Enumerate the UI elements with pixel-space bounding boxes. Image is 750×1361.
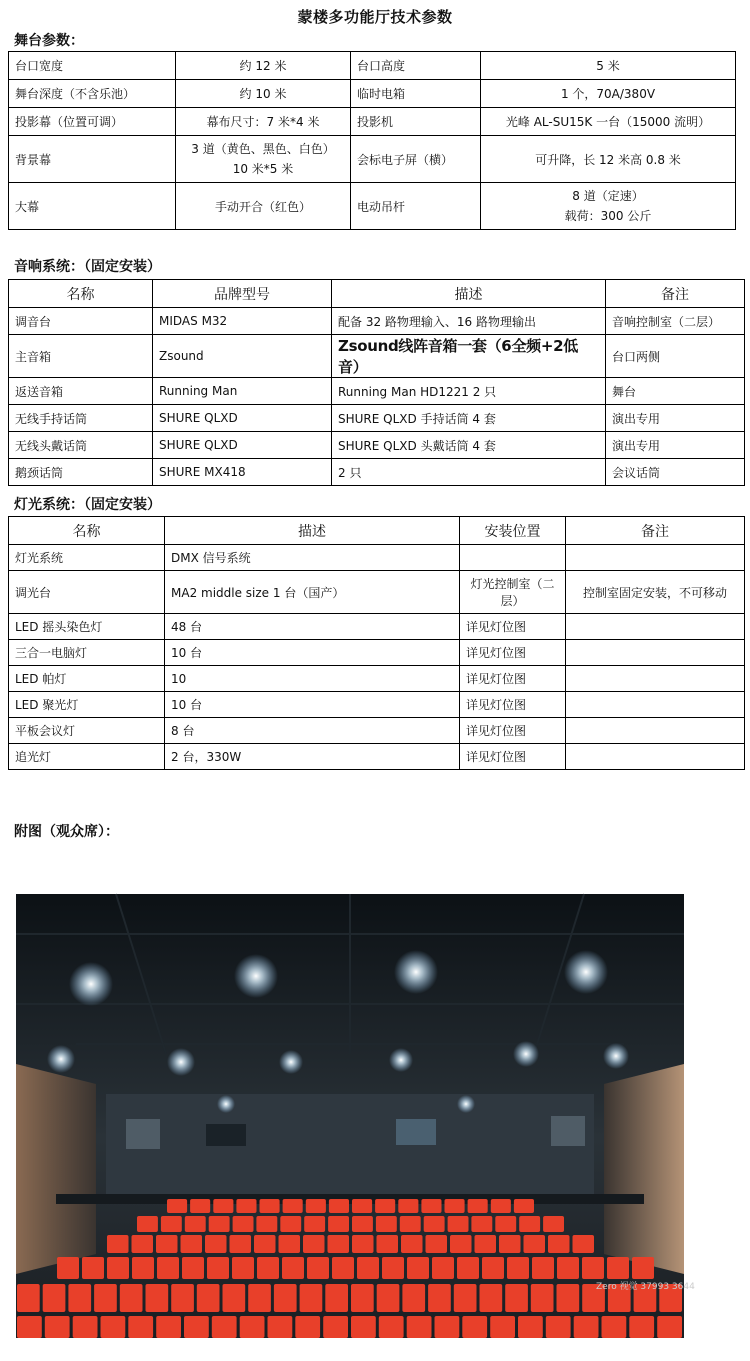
seat: [445, 1199, 465, 1213]
seat: [507, 1257, 529, 1279]
table-row: [9, 432, 745, 459]
seat: [328, 1216, 349, 1232]
seat: [401, 1235, 423, 1253]
seat: [468, 1199, 488, 1213]
table-cell: 配备 32 路物理输入、16 路物理输出: [332, 308, 606, 335]
seat: [379, 1316, 404, 1338]
column-header: 描述: [165, 517, 460, 545]
stage-cell: 约 12 米: [176, 52, 351, 80]
table-row: [9, 545, 745, 571]
table-row: [9, 378, 745, 405]
table-row: [9, 136, 736, 183]
table-cell: 详见灯位图: [460, 744, 566, 770]
table-cell: SHURE QLXD 手持话筒 4 套: [332, 405, 606, 432]
seat: [282, 1257, 304, 1279]
table-header-row: [9, 280, 745, 308]
table-cell: Zsound: [153, 335, 332, 378]
table-cell: 详见灯位图: [460, 692, 566, 718]
lighting-table: [8, 516, 745, 770]
stage-cell: 台口宽度: [9, 52, 176, 80]
seat: [398, 1199, 418, 1213]
seat: [303, 1235, 325, 1253]
vent: [551, 1116, 585, 1146]
seat: [518, 1316, 543, 1338]
column-header: 名称: [9, 280, 153, 308]
table-cell: 48 台: [165, 614, 460, 640]
seat: [209, 1216, 230, 1232]
seat: [462, 1316, 487, 1338]
seat: [505, 1284, 528, 1312]
table-cell: 详见灯位图: [460, 666, 566, 692]
seat: [557, 1284, 580, 1312]
table-cell: 会议话筒: [606, 459, 745, 486]
seat: [400, 1216, 421, 1232]
table-cell: 台口两侧: [606, 335, 745, 378]
table-cell: 详见灯位图: [460, 640, 566, 666]
seat: [632, 1257, 654, 1279]
table-cell: 主音箱: [9, 335, 153, 378]
seat: [377, 1235, 399, 1253]
seat: [574, 1316, 599, 1338]
seat: [352, 1216, 373, 1232]
seat: [156, 1316, 181, 1338]
seat: [421, 1199, 441, 1213]
seat: [582, 1257, 604, 1279]
seat: [548, 1235, 570, 1253]
table-cell: SHURE QLXD: [153, 405, 332, 432]
seat: [161, 1216, 182, 1232]
stage-cell-line: 载荷：300 公斤: [564, 209, 652, 223]
table-cell: 灯光控制室（二层）: [460, 571, 566, 614]
seat: [17, 1316, 42, 1338]
seat: [475, 1235, 497, 1253]
table-cell: LED 聚光灯: [9, 692, 165, 718]
seat: [382, 1257, 404, 1279]
seat: [323, 1316, 348, 1338]
seat: [283, 1199, 303, 1213]
stage-cell: 台口高度: [351, 52, 481, 80]
column-header: 安装位置: [460, 517, 566, 545]
table-cell: 三合一电脑灯: [9, 640, 165, 666]
table-cell: Running Man: [153, 378, 332, 405]
table-cell: 返送音箱: [9, 378, 153, 405]
seat: [307, 1257, 329, 1279]
seat: [157, 1257, 179, 1279]
table-row: [9, 666, 745, 692]
column-header: 备注: [566, 517, 745, 545]
seat: [181, 1235, 203, 1253]
seat: [274, 1284, 297, 1312]
stage-cell: 光峰 AL-SU15K 一台（15000 流明）: [481, 108, 736, 136]
table-row: [9, 459, 745, 486]
seat: [532, 1257, 554, 1279]
seat: [332, 1257, 354, 1279]
seat: [190, 1199, 210, 1213]
seat: [376, 1216, 397, 1232]
seat: [300, 1284, 323, 1312]
seat: [213, 1199, 233, 1213]
seat: [424, 1216, 445, 1232]
seat: [457, 1257, 479, 1279]
table-cell: [566, 545, 745, 571]
seat: [402, 1284, 425, 1312]
stage-heading: 舞台参数：: [14, 33, 84, 49]
table-cell: 灯光系统: [9, 545, 165, 571]
seat: [519, 1216, 540, 1232]
seat: [375, 1199, 395, 1213]
table-row: [9, 405, 745, 432]
table-cell: SHURE MX418: [153, 459, 332, 486]
stage-cell: 投影幕（位置可调）: [9, 108, 176, 136]
seat: [499, 1235, 521, 1253]
seat: [279, 1235, 301, 1253]
seat: [357, 1257, 379, 1279]
seat: [223, 1284, 246, 1312]
stage-cell: 幕布尺寸：7 米*4 米: [176, 108, 351, 136]
seat: [132, 1235, 154, 1253]
table-cell: 8 台: [165, 718, 460, 744]
seat: [185, 1216, 206, 1232]
seat: [407, 1257, 429, 1279]
table-cell: 平板会议灯: [9, 718, 165, 744]
seat: [454, 1284, 477, 1312]
seat: [306, 1199, 326, 1213]
table-cell: 舞台: [606, 378, 745, 405]
seat: [45, 1316, 70, 1338]
seat: [426, 1235, 448, 1253]
seat: [490, 1316, 515, 1338]
seat: [197, 1284, 220, 1312]
photo-watermark: Zero 视觉 37993 3644: [596, 1282, 695, 1292]
stage-cell: 约 10 米: [176, 80, 351, 108]
seat: [524, 1235, 546, 1253]
seat: [107, 1235, 129, 1253]
table-cell: [566, 666, 745, 692]
seat: [428, 1284, 451, 1312]
table-row: [9, 571, 745, 614]
table-cell: 无线手持话筒: [9, 405, 153, 432]
seat: [351, 1316, 376, 1338]
seat: [137, 1216, 158, 1232]
table-row: [9, 108, 736, 136]
seat: [268, 1316, 293, 1338]
table-cell: 无线头戴话筒: [9, 432, 153, 459]
seat: [557, 1257, 579, 1279]
table-cell: DMX 信号系统: [165, 545, 460, 571]
seat: [543, 1216, 564, 1232]
table-row: [9, 692, 745, 718]
stage-cell: 投影机: [351, 108, 481, 136]
vent: [126, 1119, 160, 1149]
table-row: [9, 80, 736, 108]
seat: [184, 1316, 209, 1338]
seat: [450, 1235, 472, 1253]
seat: [205, 1235, 227, 1253]
seat: [120, 1284, 143, 1312]
table-cell: 调音台: [9, 308, 153, 335]
seat: [377, 1284, 400, 1312]
stage-cell: 1 个，70A/380V: [481, 80, 736, 108]
left-wall: [16, 1064, 96, 1274]
seat: [407, 1316, 432, 1338]
seat: [230, 1235, 252, 1253]
table-cell: 演出专用: [606, 432, 745, 459]
column-header: 描述: [332, 280, 606, 308]
column-header: 备注: [606, 280, 745, 308]
stage-edge: [56, 1194, 644, 1204]
seat: [68, 1284, 91, 1312]
seat: [132, 1257, 154, 1279]
table-row: [9, 335, 745, 378]
seat: [280, 1216, 301, 1232]
table-cell: 详见灯位图: [460, 718, 566, 744]
seat: [495, 1216, 516, 1232]
table-cell: MIDAS M32: [153, 308, 332, 335]
seat: [17, 1284, 40, 1312]
seat: [82, 1257, 104, 1279]
seat: [491, 1199, 511, 1213]
table-cell: 2 只: [332, 459, 606, 486]
table-cell: 10: [165, 666, 460, 692]
seat: [607, 1257, 629, 1279]
back-wall: [106, 1094, 594, 1194]
column-header: 名称: [9, 517, 165, 545]
stage-cell: 手动开合（红色）: [176, 183, 351, 230]
table-row: [9, 614, 745, 640]
table-cell: Running Man HD1221 2 只: [332, 378, 606, 405]
stage-cell-line: 8 道（定速）: [572, 189, 644, 203]
seat: [295, 1316, 320, 1338]
seat: [304, 1216, 325, 1232]
seat: [128, 1316, 153, 1338]
seat: [248, 1284, 271, 1312]
seat: [325, 1284, 348, 1312]
seat: [101, 1316, 126, 1338]
seat: [57, 1257, 79, 1279]
table-row: [9, 744, 745, 770]
right-wall: [604, 1064, 684, 1274]
table-cell: 2 台，330W: [165, 744, 460, 770]
seat: [432, 1257, 454, 1279]
stage-cell: 5 米: [481, 52, 736, 80]
audio-heading: 音响系统：（固定安装）: [14, 259, 161, 275]
attachment-heading: 附图（观众席）：: [14, 824, 119, 840]
window: [206, 1124, 246, 1146]
table-cell: 音响控制室（二层）: [606, 308, 745, 335]
table-row: [9, 308, 745, 335]
window: [396, 1119, 436, 1145]
table-header-row: [9, 517, 745, 545]
page-title: 蒙楼多功能厅技术参数: [297, 8, 453, 26]
table-row: [9, 52, 736, 80]
table-cell: 鹅颈话筒: [9, 459, 153, 486]
stage-cell: 电动吊杆: [351, 183, 481, 230]
table-cell: 调光台: [9, 571, 165, 614]
lighting-heading: 灯光系统：（固定安装）: [14, 497, 161, 513]
table-cell: LED 帕灯: [9, 666, 165, 692]
seat: [514, 1199, 534, 1213]
stage-cell: 临时电箱: [351, 80, 481, 108]
seat: [657, 1316, 682, 1338]
seat: [328, 1235, 350, 1253]
column-header: 品牌型号: [153, 280, 332, 308]
seat: [602, 1316, 627, 1338]
table-cell: [566, 640, 745, 666]
stage-cell: 可升降，长 12 米高 0.8 米: [481, 136, 736, 183]
table-cell: 追光灯: [9, 744, 165, 770]
table-cell: SHURE QLXD 头戴话筒 4 套: [332, 432, 606, 459]
seat: [233, 1216, 254, 1232]
seat: [448, 1216, 469, 1232]
stage-cell-line: 3 道（黄色、黑色、白色）: [191, 142, 335, 156]
seat: [73, 1316, 98, 1338]
seat: [546, 1316, 571, 1338]
table-cell: [566, 692, 745, 718]
table-cell: 控制室固定安装，不可移动: [566, 571, 745, 614]
auditorium-photo: [16, 894, 695, 1338]
seat: [531, 1284, 554, 1312]
stage-cell-line: 10 米*5 米: [232, 162, 294, 176]
table-row: [9, 640, 745, 666]
seat: [232, 1257, 254, 1279]
seat: [257, 1257, 279, 1279]
table-cell: 10 台: [165, 640, 460, 666]
seat: [171, 1284, 194, 1312]
stage-table: [8, 51, 736, 230]
seat: [482, 1257, 504, 1279]
seat: [43, 1284, 66, 1312]
seat: [146, 1284, 169, 1312]
stage-cell: [481, 183, 736, 230]
seat: [629, 1316, 654, 1338]
table-cell: [566, 718, 745, 744]
seat: [254, 1235, 276, 1253]
audio-table: [8, 279, 745, 486]
stage-cell: 舞台深度（不含乐池）: [9, 80, 176, 108]
table-cell: 详见灯位图: [460, 614, 566, 640]
seat: [167, 1199, 187, 1213]
seat: [156, 1235, 178, 1253]
seat: [236, 1199, 256, 1213]
seat: [352, 1199, 372, 1213]
seat: [573, 1235, 595, 1253]
seat: [240, 1316, 265, 1338]
seat: [480, 1284, 503, 1312]
seat: [94, 1284, 117, 1312]
table-cell: LED 摇头染色灯: [9, 614, 165, 640]
table-cell: Zsound线阵音箱一套（6全频+2低音）: [332, 335, 606, 378]
stage-cell: 背景幕: [9, 136, 176, 183]
stage-cell: [176, 136, 351, 183]
seat: [352, 1235, 374, 1253]
seat: [256, 1216, 277, 1232]
stage-cell: 会标电子屏（横）: [351, 136, 481, 183]
seat: [260, 1199, 280, 1213]
table-cell: SHURE QLXD: [153, 432, 332, 459]
table-row: [9, 183, 736, 230]
table-cell: [460, 545, 566, 571]
seat: [471, 1216, 492, 1232]
seat: [107, 1257, 129, 1279]
seat: [435, 1316, 460, 1338]
table-cell: 10 台: [165, 692, 460, 718]
seat: [207, 1257, 229, 1279]
seat: [329, 1199, 349, 1213]
seat: [212, 1316, 237, 1338]
table-cell: MA2 middle size 1 台（国产）: [165, 571, 460, 614]
seat: [182, 1257, 204, 1279]
table-cell: [566, 614, 745, 640]
seat: [351, 1284, 374, 1312]
table-row: [9, 718, 745, 744]
table-cell: [566, 744, 745, 770]
stage-cell: 大幕: [9, 183, 176, 230]
table-cell: 演出专用: [606, 405, 745, 432]
